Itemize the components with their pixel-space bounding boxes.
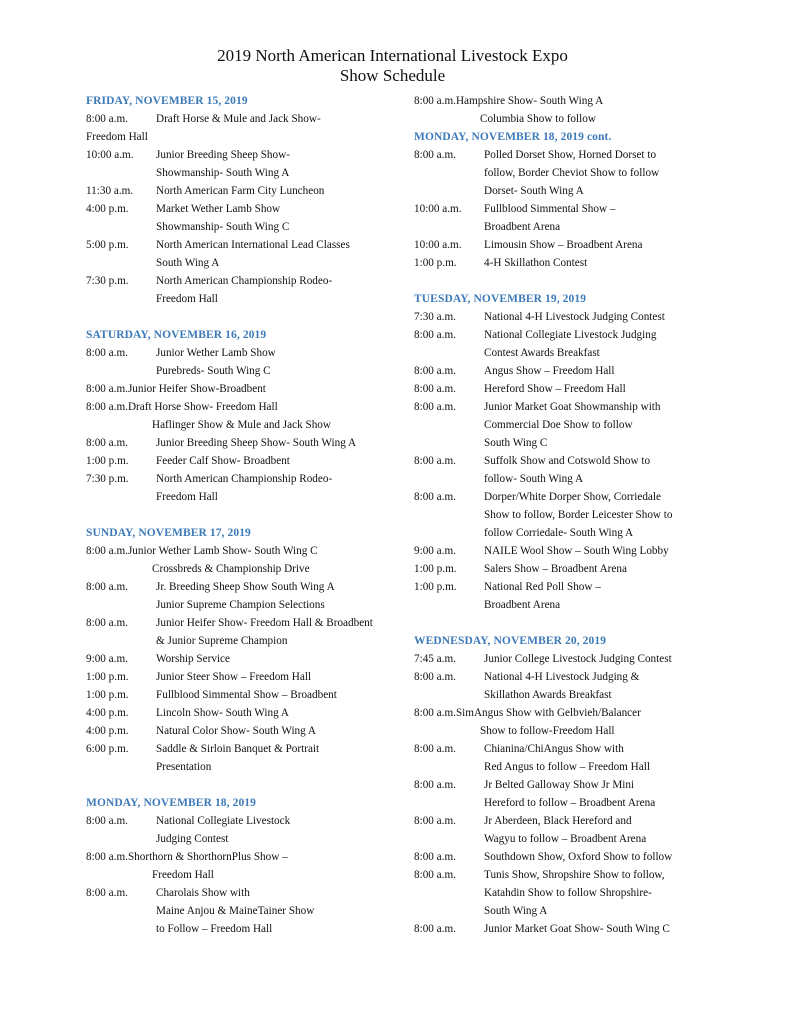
entry-description: Skillathon Awards Breakfast <box>484 689 612 701</box>
entry-time: 8:00 a.m. <box>414 671 456 683</box>
entry-time: 6:00 p.m. <box>86 743 129 755</box>
day-heading: TUESDAY, NOVEMBER 19, 2019 <box>414 293 587 305</box>
entry-description: Hereford to follow – Broadbent Arena <box>484 797 656 809</box>
entry-description: Showmanship- South Wing A <box>156 167 290 179</box>
schedule-entry <box>86 740 386 776</box>
entry-description: 4-H Skillathon Contest <box>484 257 588 269</box>
entry-description: Show to follow, Border Leicester Show to <box>484 509 673 521</box>
entry-time: 7:45 a.m. <box>414 653 456 665</box>
entry-description: Limousin Show – Broadbent Arena <box>484 239 643 251</box>
schedule-entry <box>414 776 714 812</box>
entry-description: 8:00 a.m.Junior Heifer Show-Broadbent <box>86 383 266 395</box>
schedule-entry <box>86 614 386 650</box>
schedule-entry <box>414 236 714 254</box>
entry-time: 8:00 a.m. <box>414 149 456 161</box>
entry-description: Broadbent Arena <box>484 221 561 233</box>
entry-description: Show to follow-Freedom Hall <box>480 725 615 737</box>
entry-description: Junior Market Goat Show- South Wing C <box>484 923 670 935</box>
entry-time: 8:00 a.m. <box>414 743 456 755</box>
schedule-entry <box>414 578 714 614</box>
entry-description: National Collegiate Livestock <box>156 815 291 827</box>
entry-time: 8:00 a.m. <box>86 347 128 359</box>
entry-description: & Junior Supreme Champion <box>156 635 288 647</box>
entry-description: Judging Contest <box>156 833 229 845</box>
schedule-entry <box>414 668 714 704</box>
entry-description: Saddle & Sirloin Banquet & Portrait <box>156 743 320 755</box>
entry-time: 8:00 a.m. <box>414 365 456 377</box>
entry-description: Junior Heifer Show- Freedom Hall & Broadbent <box>156 617 373 629</box>
entry-description: Junior College Livestock Judging Contest <box>484 653 672 665</box>
schedule-entry <box>414 254 714 272</box>
entry-description: Freedom Hall <box>86 131 148 143</box>
entry-description: North American Championship Rodeo- <box>156 275 333 287</box>
schedule-entry <box>414 308 714 326</box>
schedule-entry <box>86 812 386 848</box>
left-column <box>86 92 386 938</box>
entry-time: 10:00 a.m. <box>86 149 134 161</box>
schedule-entry <box>414 848 714 866</box>
entry-time: 7:30 p.m. <box>86 275 129 287</box>
schedule-entry <box>414 866 714 920</box>
schedule-entry <box>414 560 714 578</box>
entry-time: 7:30 a.m. <box>414 311 456 323</box>
entry-time: 8:00 a.m. <box>414 491 456 503</box>
entry-description: Polled Dorset Show, Horned Dorset to <box>484 149 657 161</box>
entry-description: Presentation <box>156 761 212 773</box>
entry-description: National Red Poll Show – <box>484 581 601 593</box>
entry-description: Showmanship- South Wing C <box>156 221 290 233</box>
page-title: 2019 North American International Livestock Expo <box>217 46 568 65</box>
schedule-entry <box>86 146 386 182</box>
entry-time: 4:00 p.m. <box>86 707 129 719</box>
entry-time: 1:00 p.m. <box>414 563 457 575</box>
entry-time: 8:00 a.m. <box>86 887 128 899</box>
entry-time: 4:00 p.m. <box>86 725 129 737</box>
entry-description: National 4-H Livestock Judging Contest <box>484 311 665 323</box>
entry-description: Crossbreds & Championship Drive <box>152 563 310 575</box>
entry-time: 5:00 p.m. <box>86 239 129 251</box>
schedule-entry <box>86 578 386 614</box>
entry-description: Red Angus to follow – Freedom Hall <box>484 761 650 773</box>
entry-description: Southdown Show, Oxford Show to follow <box>484 851 673 863</box>
day-heading: SUNDAY, NOVEMBER 17, 2019 <box>86 527 251 539</box>
entry-description: Wagyu to follow – Broadbent Arena <box>484 833 647 845</box>
entry-description: Maine Anjou & MaineTainer Show <box>156 905 315 917</box>
entry-time: 1:00 p.m. <box>86 671 129 683</box>
entry-description: Freedom Hall <box>152 869 214 881</box>
entry-time: 7:30 p.m. <box>86 473 129 485</box>
schedule-entry <box>414 812 714 848</box>
entry-description: Jr Aberdeen, Black Hereford and <box>484 815 632 827</box>
entry-time: 8:00 a.m. <box>414 779 456 791</box>
entry-description: Fullblood Simmental Show – Broadbent <box>156 689 337 701</box>
entry-description: Freedom Hall <box>156 491 218 503</box>
schedule-entry <box>414 452 714 488</box>
entry-time: 10:00 a.m. <box>414 203 462 215</box>
entry-time: 1:00 p.m. <box>414 581 457 593</box>
entry-time: 8:00 a.m. <box>414 329 456 341</box>
schedule-entry <box>414 362 714 380</box>
entry-description: Junior Breeding Sheep Show- South Wing A <box>156 437 357 449</box>
entry-description: Haflinger Show & Mule and Jack Show <box>152 419 331 431</box>
entry-description: Natural Color Show- South Wing A <box>156 725 317 737</box>
entry-description: Katahdin Show to follow Shropshire- <box>484 887 652 899</box>
entry-description: Jr. Breeding Sheep Show South Wing A <box>156 581 335 593</box>
entry-time: 8:00 a.m. <box>86 113 128 125</box>
entry-description: Jr Belted Galloway Show Jr Mini <box>484 779 635 791</box>
entry-time: 1:00 p.m. <box>86 689 129 701</box>
schedule-entry <box>86 704 386 722</box>
schedule-entry <box>86 722 386 740</box>
entry-time: 8:00 a.m. <box>414 869 456 881</box>
entry-description: South Wing A <box>156 257 220 269</box>
entry-description: follow, Border Cheviot Show to follow <box>484 167 660 179</box>
entry-description: Junior Supreme Champion Selections <box>156 599 325 611</box>
entry-description: 8:00 a.m.Hampshire Show- South Wing A <box>414 95 604 107</box>
day-heading: MONDAY, NOVEMBER 18, 2019 cont. <box>414 131 612 143</box>
entry-description: 8:00 a.m.SimAngus Show with Gelbvieh/Balancer <box>414 707 641 719</box>
entry-description: 8:00 a.m.Shorthorn & ShorthornPlus Show – <box>86 851 288 863</box>
entry-description: National 4-H Livestock Judging & <box>484 671 640 683</box>
entry-description: Dorper/White Dorper Show, Corriedale <box>484 491 661 503</box>
entry-description: Worship Service <box>156 653 230 665</box>
page-subtitle: Show Schedule <box>339 66 446 85</box>
entry-description: Junior Steer Show – Freedom Hall <box>156 671 312 683</box>
day-heading: MONDAY, NOVEMBER 18, 2019 <box>86 797 257 809</box>
entry-description: 8:00 a.m.Junior Wether Lamb Show- South Wing C <box>86 545 318 557</box>
entry-description: Columbia Show to follow <box>480 113 596 125</box>
entry-description: Market Wether Lamb Show <box>156 203 281 215</box>
entry-description: follow- South Wing A <box>484 473 584 485</box>
entry-description: North American International Lead Classes <box>156 239 350 251</box>
entry-description: South Wing C <box>484 437 548 449</box>
schedule-entry <box>86 848 386 884</box>
schedule-entry <box>86 380 386 398</box>
schedule-entry <box>414 650 714 668</box>
entry-description: Angus Show – Freedom Hall <box>484 365 615 377</box>
entry-description: follow Corriedale- South Wing A <box>484 527 634 539</box>
entry-time: 8:00 a.m. <box>414 401 456 413</box>
entry-time: 11:30 a.m. <box>86 185 134 197</box>
entry-time: 8:00 a.m. <box>414 383 456 395</box>
entry-description: Freedom Hall <box>156 293 218 305</box>
entry-description: Hereford Show – Freedom Hall <box>484 383 626 395</box>
schedule-entry <box>86 398 386 434</box>
schedule-entry <box>414 542 714 560</box>
entry-description: North American Farm City Luncheon <box>156 185 325 197</box>
entry-time: 10:00 a.m. <box>414 239 462 251</box>
entry-time: 9:00 a.m. <box>86 653 128 665</box>
entry-description: to Follow – Freedom Hall <box>156 923 273 935</box>
entry-description: Fullblood Simmental Show – <box>484 203 616 215</box>
entry-time: 8:00 a.m. <box>414 815 456 827</box>
schedule-entry <box>86 686 386 704</box>
entry-time: 1:00 p.m. <box>414 257 457 269</box>
entry-description: North American Championship Rodeo- <box>156 473 333 485</box>
schedule-entry <box>414 380 714 398</box>
schedule-entry <box>86 452 386 470</box>
schedule-entry <box>86 272 386 308</box>
schedule-entry <box>86 182 386 200</box>
day-heading: WEDNESDAY, NOVEMBER 20, 2019 <box>414 635 607 647</box>
entry-description: Junior Market Goat Showmanship with <box>484 401 661 413</box>
entry-description: Tunis Show, Shropshire Show to follow, <box>484 869 665 881</box>
schedule-entry <box>414 146 714 200</box>
entry-description: Feeder Calf Show- Broadbent <box>156 455 290 467</box>
schedule-entry <box>86 344 386 380</box>
entry-description: Salers Show – Broadbent Arena <box>484 563 627 575</box>
day-heading: SATURDAY, NOVEMBER 16, 2019 <box>86 329 267 341</box>
entry-description: South Wing A <box>484 905 548 917</box>
entry-description: Charolais Show with <box>156 887 250 899</box>
schedule-entry <box>86 668 386 686</box>
entry-description: Draft Horse & Mule and Jack Show- <box>156 113 321 125</box>
schedule-entry <box>86 650 386 668</box>
entry-description: Broadbent Arena <box>484 599 561 611</box>
schedule-entry <box>414 92 714 128</box>
entry-description: Dorset- South Wing A <box>484 185 584 197</box>
schedule-entry <box>86 470 386 506</box>
entry-time: 8:00 a.m. <box>86 581 128 593</box>
entry-description: Chianina/ChiAngus Show with <box>484 743 624 755</box>
entry-description: Contest Awards Breakfast <box>484 347 600 359</box>
schedule-entry <box>414 704 714 740</box>
entry-description: National Collegiate Livestock Judging <box>484 329 657 341</box>
schedule-entry <box>414 920 714 938</box>
entry-time: 8:00 a.m. <box>86 437 128 449</box>
schedule-entry <box>414 326 714 362</box>
entry-description: NAILE Wool Show – South Wing Lobby <box>484 545 669 557</box>
schedule-entry <box>414 398 714 452</box>
right-column <box>414 92 714 938</box>
entry-description: Junior Wether Lamb Show <box>156 347 276 359</box>
schedule-entry <box>414 488 714 542</box>
entry-time: 9:00 a.m. <box>414 545 456 557</box>
entry-description: 8:00 a.m.Draft Horse Show- Freedom Hall <box>86 401 278 413</box>
schedule-entry <box>86 236 386 272</box>
entry-description: Lincoln Show- South Wing A <box>156 707 289 719</box>
schedule-entry <box>86 884 386 938</box>
entry-description: Commercial Doe Show to follow <box>484 419 633 431</box>
schedule-entry <box>86 110 386 146</box>
entry-time: 8:00 a.m. <box>414 851 456 863</box>
schedule-entry <box>86 542 386 578</box>
entry-time: 8:00 a.m. <box>86 617 128 629</box>
schedule-entry <box>414 200 714 236</box>
entry-time: 1:00 p.m. <box>86 455 129 467</box>
entry-time: 4:00 p.m. <box>86 203 129 215</box>
entry-description: Junior Breeding Sheep Show- <box>156 149 290 161</box>
entry-description: Suffolk Show and Cotswold Show to <box>484 455 651 467</box>
entry-time: 8:00 a.m. <box>414 923 456 935</box>
schedule-entry <box>86 434 386 452</box>
entry-time: 8:00 a.m. <box>414 455 456 467</box>
schedule-entry <box>86 200 386 236</box>
day-heading: FRIDAY, NOVEMBER 15, 2019 <box>86 95 248 107</box>
entry-description: Purebreds- South Wing C <box>156 365 271 377</box>
entry-time: 8:00 a.m. <box>86 815 128 827</box>
schedule-entry <box>414 740 714 776</box>
